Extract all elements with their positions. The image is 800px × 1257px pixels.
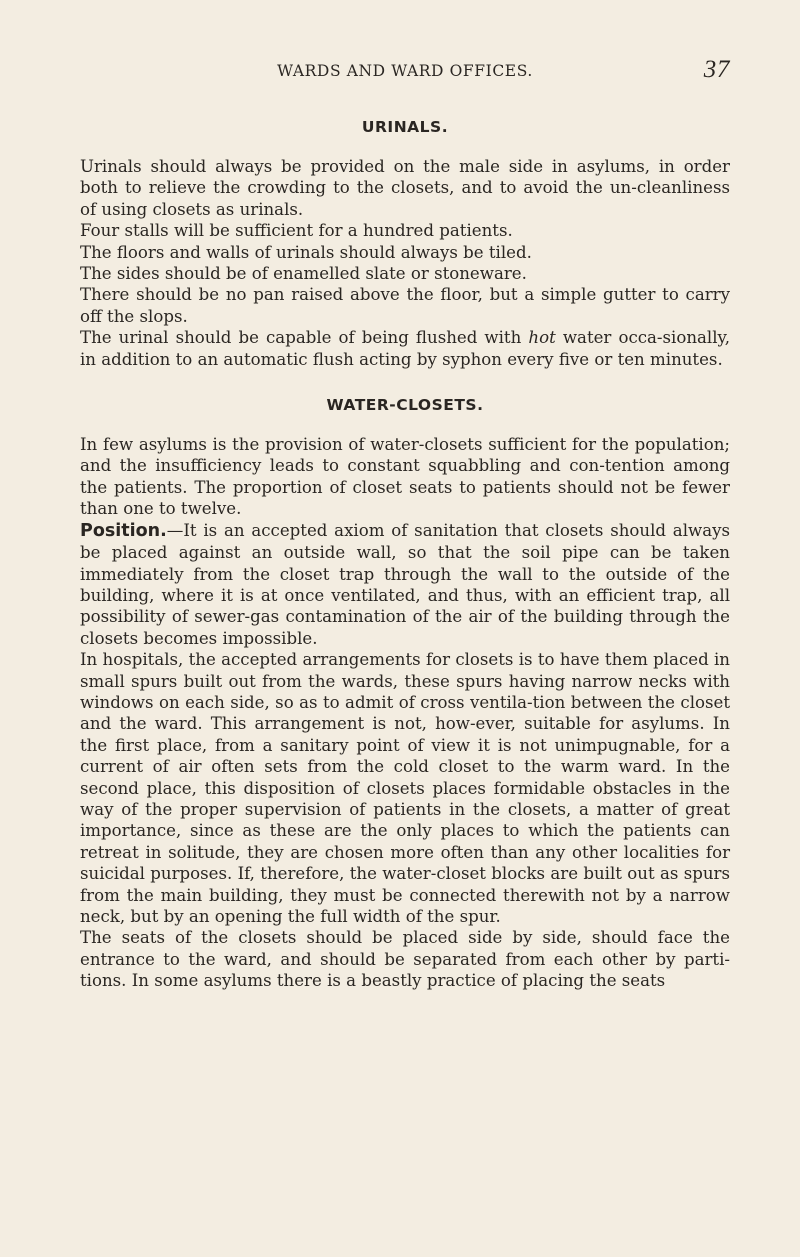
running-title: WARDS AND WARD OFFICES. bbox=[277, 62, 533, 80]
running-header bbox=[80, 56, 730, 92]
paragraph: The floors and walls of urinals should always be tiled. bbox=[80, 242, 532, 262]
paragraph: The sides should be of enamelled slate or stoneware. bbox=[80, 264, 527, 284]
text-run: water occa-sionally, in addition to an automatic flush acting by syphon every five or ten minutes. bbox=[80, 328, 730, 369]
paragraph: The seats of the closets should be placed side by side, should face the entrance to the ward, and should be separated from each other by parti-tions. In some asylums there is a beastly practice of placing the seats bbox=[80, 928, 730, 991]
page-number: 37 bbox=[703, 56, 730, 83]
emphasis-hot: hot bbox=[528, 328, 556, 348]
paragraph-position bbox=[80, 520, 730, 649]
paragraph: In hospitals, the accepted arrangements for closets is to have them placed in small spurs built out from the wards, these spurs having narrow necks with windows on each side, so as to admit of cross ventila-tion between the closet and the ward. This arrangement is not, how-ever, suitable for asylums. In the first place, from a sanitary point of view it is not unimpugnable, for a current of air often sets from the cold closet to the warm ward. In the second place, this disposition of closets places formidable obstacles in the way of the proper supervision of patients in the closets, a matter of great importance, since as these are the only places to which the patients can retreat in solitude, they are chosen more often than any other localities for suicidal purposes. If, therefore, the water-closet blocks are built out as spurs from the main building, they must be connected therewith not by a narrow neck, but by an opening the full width of the spur. bbox=[80, 650, 730, 926]
paragraph: Urinals should always be provided on the male side in asylums, in order both to relieve the crowding to the closets, and to avoid the un-cleanliness of using closets as urinals. bbox=[80, 157, 730, 219]
text-run: —It is an accepted axiom of sanitation that closets should always be placed against an outside wall, so that the soil pipe can be taken immediately from the closet trap through the wall to the outside of the building, where it is at once ventilated, and thus, with an efficient trap, all possibility of sewer-gas contamination of the air of the building through the closets becomes impossible. bbox=[80, 520, 730, 648]
paragraph: Four stalls will be sufficient for a hundred patients. bbox=[80, 221, 513, 241]
paragraph: There should be no pan raised above the floor, but a simple gutter to carry off the slops. bbox=[80, 285, 730, 326]
section-heading-water-closets: WATER-CLOSETS. bbox=[326, 396, 484, 415]
paragraph-intro: In few asylums is the provision of water-closets sufficient for the population; and the insufficiency leads to constant squabbling and con-tention among the patients. The proportion of closet seats to patients should not be fewer than one to twelve. bbox=[80, 435, 730, 519]
paragraph-urinal-flush bbox=[80, 327, 730, 370]
text-run: The urinal should be capable of being flushed with bbox=[80, 328, 529, 348]
lead-in-position: Position. bbox=[80, 520, 167, 541]
section-heading-urinals: URINALS. bbox=[361, 118, 449, 136]
